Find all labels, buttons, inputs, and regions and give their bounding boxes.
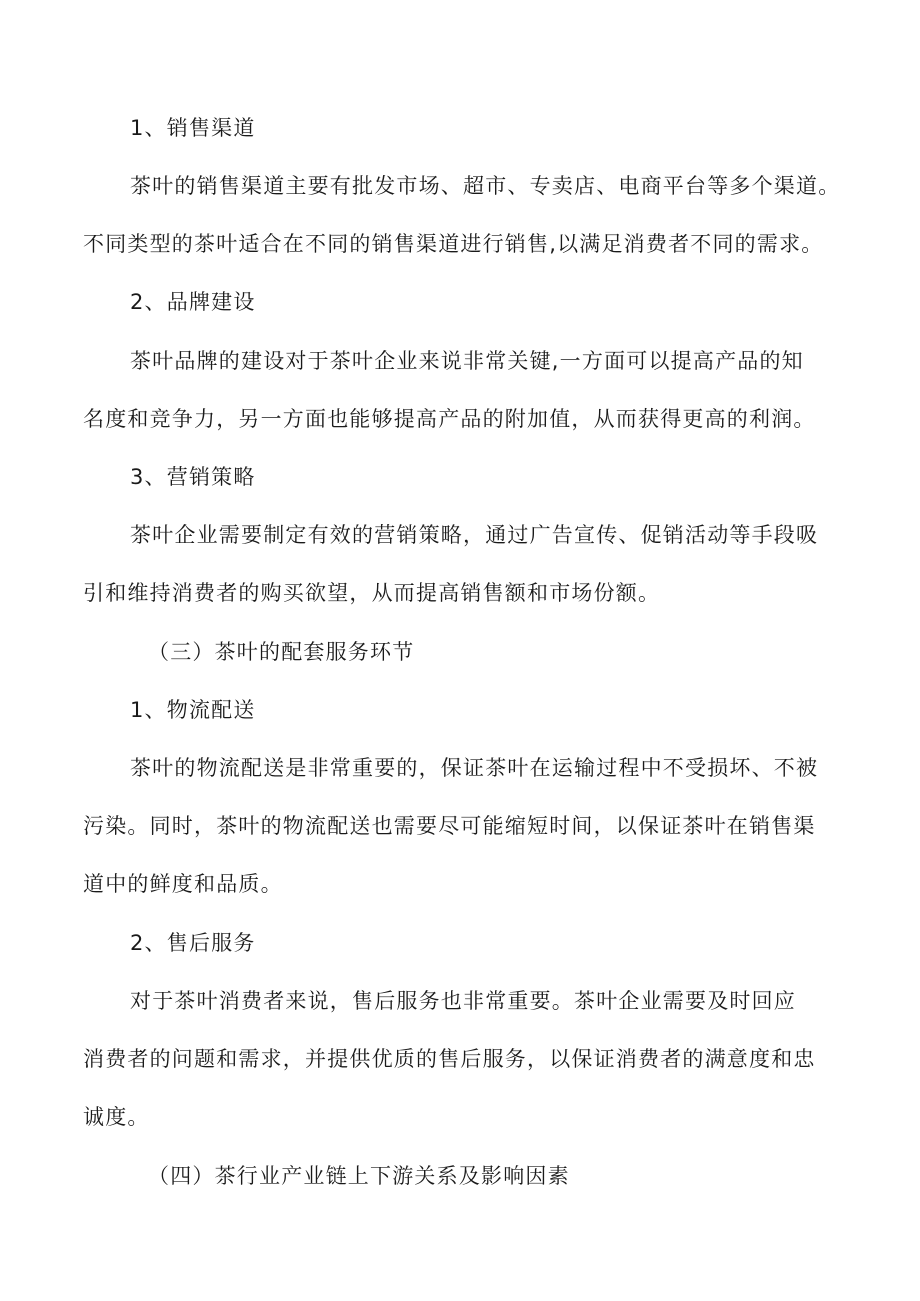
section-heading-marketing-strategy: 3、营销策略	[130, 465, 256, 489]
subsection-title-industry-chain: （四）茶行业产业链上下游关系及影响因素	[148, 1164, 570, 1188]
paragraph-line: 诚度。	[83, 1105, 150, 1129]
subsection-title-supporting-services: （三）茶叶的配套服务环节	[148, 640, 415, 664]
section-heading-after-sales: 2、售后服务	[130, 931, 256, 955]
paragraph-line: 污染。同时，茶叶的物流配送也需要尽可能缩短时间，以保证茶叶在销售渠	[83, 814, 816, 838]
section-heading-logistics: 1、物流配送	[130, 698, 256, 722]
paragraph-line: 茶叶品牌的建设对于茶叶企业来说非常关键,一方面可以提高产品的知	[130, 349, 804, 373]
paragraph-line: 名度和竞争力，另一方面也能够提高产品的附加值，从而获得更高的利润。	[83, 407, 816, 431]
paragraph-line: 道中的鲜度和品质。	[83, 872, 283, 896]
paragraph-line: 不同类型的茶叶适合在不同的销售渠道进行销售,以满足消费者不同的需求。	[83, 232, 824, 256]
paragraph-line: 茶叶的销售渠道主要有批发市场、超市、专卖店、电商平台等多个渠道。	[130, 174, 841, 198]
paragraph-line: 引和维持消费者的购买欲望，从而提高销售额和市场份额。	[83, 581, 661, 605]
paragraph-line: 茶叶的物流配送是非常重要的，保证茶叶在运输过程中不受损坏、不被	[130, 756, 819, 780]
paragraph-line: 对于茶叶消费者来说，售后服务也非常重要。茶叶企业需要及时回应	[130, 989, 796, 1013]
paragraph-line: 茶叶企业需要制定有效的营销策略，通过广告宣传、促销活动等手段吸	[130, 523, 819, 547]
section-heading-sales-channels: 1、销售渠道	[130, 116, 256, 140]
paragraph-line: 消费者的问题和需求，并提供优质的售后服务，以保证消费者的满意度和忠	[83, 1047, 816, 1071]
section-heading-brand-building: 2、品牌建设	[130, 290, 256, 314]
